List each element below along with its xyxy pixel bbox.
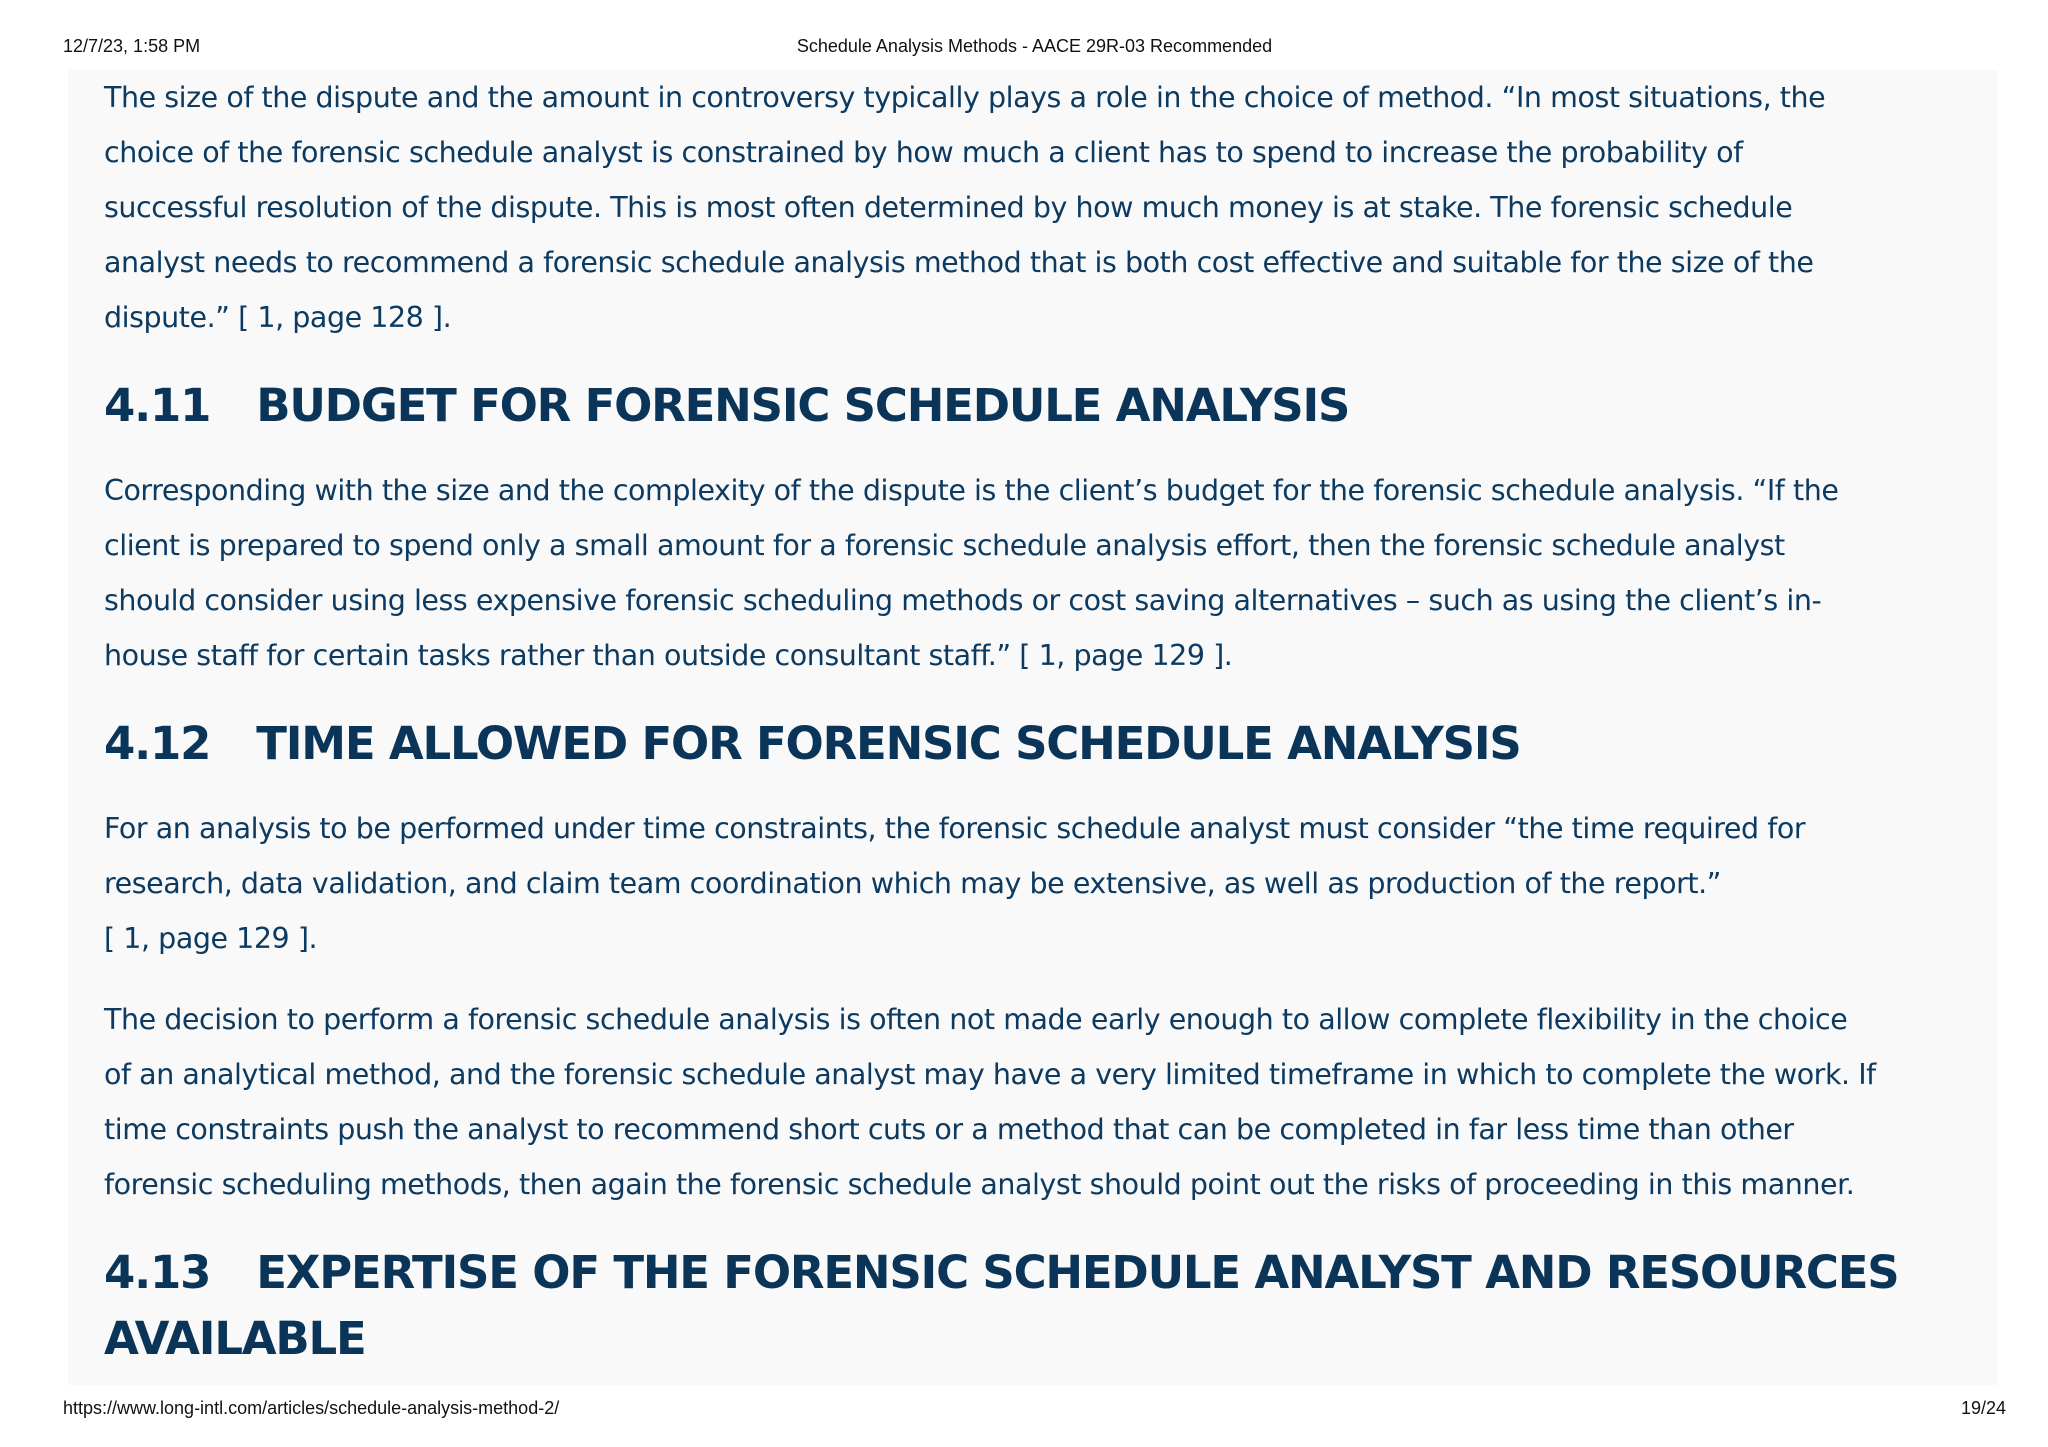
section-4-13-title-line-1: EXPERTISE OF THE FORENSIC SCHEDULE ANALYST AND RESOURCES — [256, 1246, 1899, 1299]
intro-line-2: choice of the forensic schedule analyst is constrained by how much a client has to spend to increase the probability of — [104, 136, 1743, 169]
s412-p2-line-3: time constraints push the analyst to recommend short cuts or a method that can be completed in far less time than other — [104, 1113, 1794, 1146]
section-4-12-title: TIME ALLOWED FOR FORENSIC SCHEDULE ANALYSIS — [256, 717, 1521, 770]
s412-p1-line-1: For an analysis to be performed under time constraints, the forensic schedule analyst must consider “the time required for — [104, 812, 1806, 845]
s412-p1-line-2: research, data validation, and claim team coordination which may be extensive, as well as production of the report.” — [104, 867, 1721, 900]
section-4-12-heading — [104, 711, 1984, 777]
section-4-12-number: 4.12 — [104, 717, 211, 770]
s411-line-1: Corresponding with the size and the complexity of the dispute is the client’s budget for the forensic schedule analysis. “If the — [104, 474, 1839, 507]
intro-line-1: The size of the dispute and the amount in controversy typically plays a role in the choice of method. “In most situations, the — [104, 81, 1826, 114]
s412-p2-line-4: forensic scheduling methods, then again the forensic schedule analyst should point out the risks of proceeding in this manner. — [104, 1168, 1855, 1201]
s412-p2-line-1: The decision to perform a forensic schedule analysis is often not made early enough to allow complete flexibility in the choice — [104, 1003, 1848, 1036]
intro-line-3: successful resolution of the dispute. This is most often determined by how much money is at stake. The forensic schedule — [104, 191, 1793, 224]
print-footer — [63, 1398, 2006, 1420]
section-4-11-title: BUDGET FOR FORENSIC SCHEDULE ANALYSIS — [256, 379, 1350, 432]
print-header — [63, 36, 2006, 58]
section-4-13-title-line-2: AVAILABLE — [104, 1312, 366, 1365]
section-4-13-heading — [104, 1240, 1984, 1372]
section-4-11-paragraph — [104, 463, 1984, 683]
print-url: https://www.long-intl.com/articles/schedule-analysis-method-2/ — [63, 1398, 560, 1418]
s411-line-3: should consider using less expensive forensic scheduling methods or cost saving alternatives – such as using the client’s in- — [104, 584, 1822, 617]
intro-line-5: dispute.” [ 1, page 128 ]. — [104, 301, 452, 334]
s412-p1-line-3: [ 1, page 129 ]. — [104, 922, 318, 955]
print-datetime: 12/7/23, 1:58 PM — [63, 36, 201, 56]
section-4-11-heading — [104, 373, 1984, 439]
article-body — [104, 70, 1984, 1372]
s411-line-2: client is prepared to spend only a small amount for a forensic schedule analysis effort, then the forensic schedule analyst — [104, 529, 1785, 562]
print-page-number: 19/24 — [1960, 1398, 2006, 1418]
section-4-13-number: 4.13 — [104, 1246, 211, 1299]
print-page-title: Schedule Analysis Methods - AACE 29R-03 Recommended — [796, 36, 1273, 56]
section-4-12-paragraph-1 — [104, 801, 1984, 966]
intro-line-4: analyst needs to recommend a forensic schedule analysis method that is both cost effective and suitable for the size of the — [104, 246, 1814, 279]
content-panel — [68, 70, 1998, 1385]
s411-line-4: house staff for certain tasks rather than outside consultant staff.” [ 1, page 129 ]. — [104, 639, 1233, 672]
section-4-11-number: 4.11 — [104, 379, 211, 432]
s412-p2-line-2: of an analytical method, and the forensic schedule analyst may have a very limited timeframe in which to complete the work. If — [104, 1058, 1876, 1091]
section-4-12-paragraph-2 — [104, 992, 1984, 1212]
intro-paragraph — [104, 70, 1984, 345]
